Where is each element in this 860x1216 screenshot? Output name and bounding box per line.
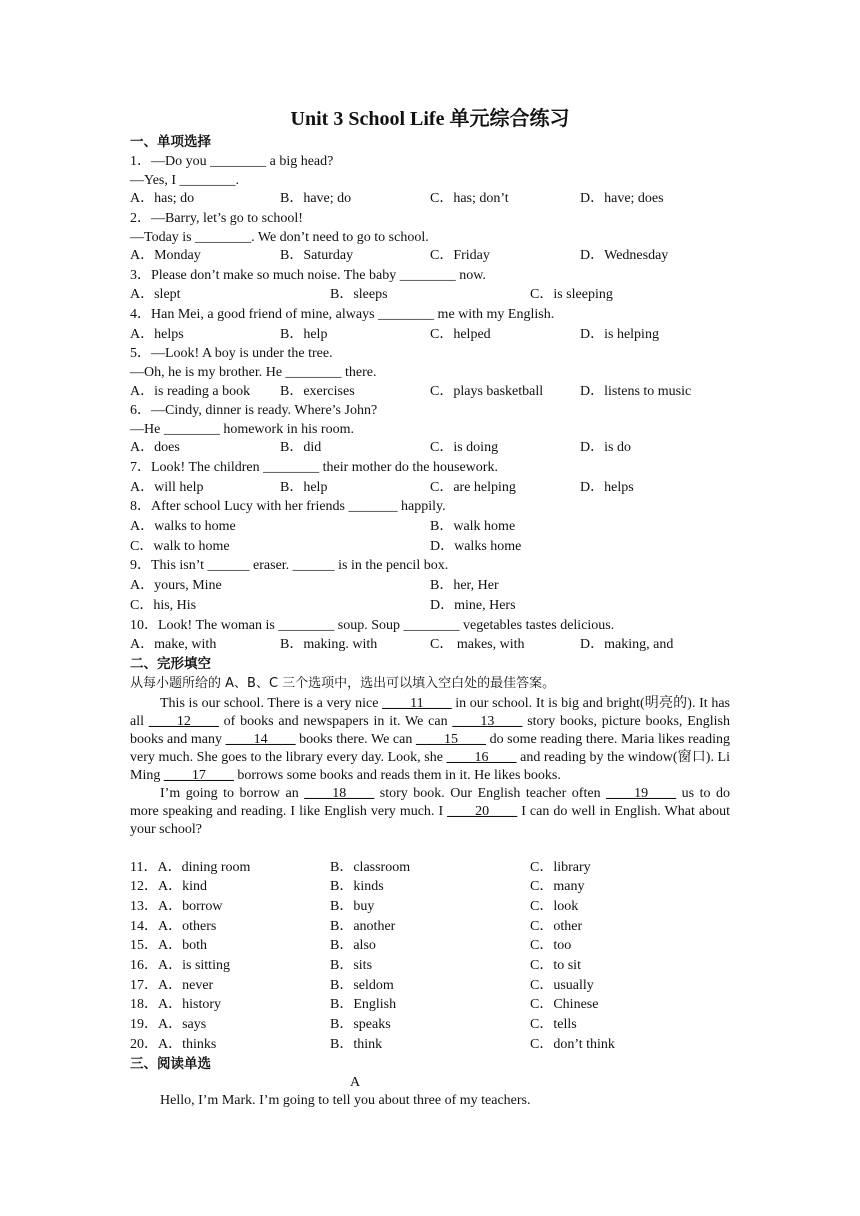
- question-2-stem: 2．—Barry, let’s go to school!: [130, 211, 303, 226]
- cloze-blank-15: ____15____: [415, 732, 486, 747]
- text-run: borrows some books and reads them in it. He likes books.: [233, 768, 561, 783]
- q9-option-b: B．her, Her: [430, 578, 499, 593]
- q2-option-d: D．Wednesday: [580, 248, 669, 263]
- q5-option-b: B．exercises: [280, 384, 355, 399]
- cloze-blank-19: ____19____: [606, 786, 677, 801]
- q4-option-a: A．helps: [130, 327, 184, 342]
- cloze-blank-12: ____12____: [148, 714, 219, 729]
- text-run: us to do more speaking and reading. I like English very much. I: [130, 786, 730, 819]
- cloze-option-20a: 20．A．thinks: [130, 1037, 217, 1052]
- q1-option-b: B．have; do: [280, 191, 352, 206]
- text-run: story books, picture books, English books and many: [130, 714, 731, 747]
- question-10-stem: 10．Look! The woman is ________ soup. Soup ________ vegetables tastes delicious.: [130, 618, 615, 633]
- q3-option-b: B．sleeps: [330, 287, 388, 302]
- q7-option-b: B．help: [280, 480, 328, 495]
- q8-option-d: D．walks home: [430, 539, 522, 554]
- q2-option-a: A．Monday: [130, 248, 201, 263]
- cloze-blank-20: ____20____: [447, 804, 518, 819]
- cloze-option-15c: C．too: [530, 938, 572, 953]
- section-heading-cloze: 二、完形填空: [130, 656, 211, 672]
- section-heading-single-choice: 一、单项选择: [130, 134, 211, 150]
- q7-option-d: D．helps: [580, 480, 634, 495]
- question-5-stem: 5．—Look! A boy is under the tree.: [130, 346, 333, 361]
- question-2-reply: —Today is ________. We don’t need to go to school.: [130, 230, 429, 245]
- q5-option-a: A．is reading a book: [130, 384, 251, 399]
- q10-option-d: D．making, and: [580, 637, 674, 652]
- page-title: Unit 3 School Life 单元综合练习: [290, 108, 570, 130]
- question-5-reply: —Oh, he is my brother. He ________ there.: [130, 365, 377, 380]
- question-6-stem: 6．—Cindy, dinner is ready. Where’s John?: [130, 403, 378, 418]
- cloze-option-19c: C．tells: [530, 1017, 577, 1032]
- cloze-option-14b: B．another: [330, 919, 396, 934]
- cloze-option-11b: B．classroom: [330, 860, 411, 875]
- cloze-option-12c: C．many: [530, 879, 585, 894]
- cloze-option-13a: 13．A．borrow: [130, 899, 223, 914]
- cloze-paragraph-1: [130, 695, 730, 785]
- q10-option-b: B．making. with: [280, 637, 378, 652]
- section-heading-reading: 三、阅读单选: [130, 1056, 211, 1072]
- text-run: books there. We can: [295, 732, 416, 747]
- text-run: This is our school. There is a very nice: [160, 696, 383, 711]
- q6-option-a: A．does: [130, 440, 180, 455]
- q9-option-c: C．his, His: [130, 598, 197, 613]
- q8-option-a: A．walks to home: [130, 519, 236, 534]
- cloze-option-14c: C．other: [530, 919, 583, 934]
- q9-option-a: A．yours, Mine: [130, 578, 222, 593]
- q10-option-c: C． makes, with: [430, 637, 525, 652]
- q4-option-d: D．is helping: [580, 327, 659, 342]
- text-run: I can do well in English. What about your school?: [130, 804, 730, 837]
- cloze-option-18a: 18．A．history: [130, 997, 221, 1012]
- cloze-blank-17: ____17____: [163, 768, 234, 783]
- q1-option-d: D．have; does: [580, 191, 664, 206]
- cloze-option-16a: 16．A．is sitting: [130, 958, 230, 973]
- q2-option-b: B．Saturday: [280, 248, 354, 263]
- cloze-option-11c: C．library: [530, 860, 591, 875]
- question-7-stem: 7．Look! The children ________ their mother do the housework.: [130, 460, 498, 475]
- q5-option-d: D．listens to music: [580, 384, 692, 399]
- q8-option-b: B．walk home: [430, 519, 516, 534]
- q7-option-a: A．will help: [130, 480, 204, 495]
- reading-intro: Hello, I’m Mark. I’m going to tell you about three of my teachers.: [160, 1093, 531, 1108]
- q3-option-c: C．is sleeping: [530, 287, 613, 302]
- cloze-option-16b: B．sits: [330, 958, 373, 973]
- text-run: and reading by the window(窗口). Li Ming: [130, 750, 730, 783]
- cloze-blank-11: ____11____: [382, 696, 452, 711]
- cloze-blank-18: ____18____: [304, 786, 375, 801]
- q5-option-c: C．plays basketball: [430, 384, 544, 399]
- text-run: do some reading there. Maria likes reading very much. She goes to the library every day. Look, she: [130, 732, 731, 765]
- cloze-option-13c: C．look: [530, 899, 579, 914]
- q4-option-b: B．help: [280, 327, 328, 342]
- q1-option-c: C．has; don’t: [430, 191, 509, 206]
- cloze-option-18c: C．Chinese: [530, 997, 599, 1012]
- q4-option-c: C．helped: [430, 327, 491, 342]
- q9-option-d: D．mine, Hers: [430, 598, 516, 613]
- cloze-option-20b: B．think: [330, 1037, 383, 1052]
- question-6-reply: —He ________ homework in his room.: [130, 422, 354, 437]
- cloze-option-12b: B．kinds: [330, 879, 384, 894]
- cloze-option-18b: B．English: [330, 997, 397, 1012]
- text-run: story book. Our English teacher often: [374, 786, 607, 801]
- cloze-option-19a: 19．A．says: [130, 1017, 207, 1032]
- cloze-option-19b: B．speaks: [330, 1017, 391, 1032]
- cloze-option-12a: 12．A．kind: [130, 879, 207, 894]
- cloze-blank-14: ____14____: [225, 732, 296, 747]
- cloze-blank-13: ____13____: [452, 714, 523, 729]
- text-run: I’m going to borrow an: [160, 786, 305, 801]
- text-run: in our school. It is big and bright(明亮的). It has all: [130, 696, 731, 729]
- q6-option-c: C．is doing: [430, 440, 499, 455]
- q2-option-c: C．Friday: [430, 248, 490, 263]
- question-9-stem: 9．This isn’t ______ eraser. ______ is in the pencil box.: [130, 558, 449, 573]
- question-3-stem: 3．Please don’t make so much noise. The baby ________ now.: [130, 268, 486, 283]
- cloze-option-17c: C．usually: [530, 978, 594, 993]
- text-run: of books and newspapers in it. We can: [218, 714, 453, 729]
- cloze-option-20c: C．don’t think: [530, 1037, 615, 1052]
- cloze-option-17a: 17．A．never: [130, 978, 214, 993]
- cloze-option-16c: C．to sit: [530, 958, 581, 973]
- cloze-paragraph-2: [130, 785, 730, 839]
- q1-option-a: A．has; do: [130, 191, 195, 206]
- question-1-stem: 1．—Do you ________ a big head?: [130, 154, 334, 169]
- q6-option-b: B．did: [280, 440, 322, 455]
- q7-option-c: C．are helping: [430, 480, 516, 495]
- passage-label: A: [350, 1075, 361, 1090]
- cloze-option-15b: B．also: [330, 938, 376, 953]
- cloze-option-13b: B．buy: [330, 899, 375, 914]
- cloze-option-14a: 14．A．others: [130, 919, 217, 934]
- cloze-instruction: 从每小题所给的 A、B、C 三个选项中，选出可以填入空白处的最佳答案。: [130, 676, 556, 691]
- cloze-option-17b: B．seldom: [330, 978, 394, 993]
- question-4-stem: 4．Han Mei, a good friend of mine, always ________ me with my English.: [130, 307, 555, 322]
- q10-option-a: A．make, with: [130, 637, 217, 652]
- question-1-reply: —Yes, I ________.: [130, 173, 240, 188]
- cloze-passage: [130, 695, 730, 839]
- q8-option-c: C．walk to home: [130, 539, 230, 554]
- q3-option-a: A．slept: [130, 287, 181, 302]
- q6-option-d: D．is do: [580, 440, 631, 455]
- cloze-option-15a: 15．A．both: [130, 938, 207, 953]
- cloze-option-11a: 11．A．dining room: [130, 860, 251, 875]
- question-8-stem: 8．After school Lucy with her friends _______ happily.: [130, 499, 446, 514]
- cloze-blank-16: ____16____: [446, 750, 517, 765]
